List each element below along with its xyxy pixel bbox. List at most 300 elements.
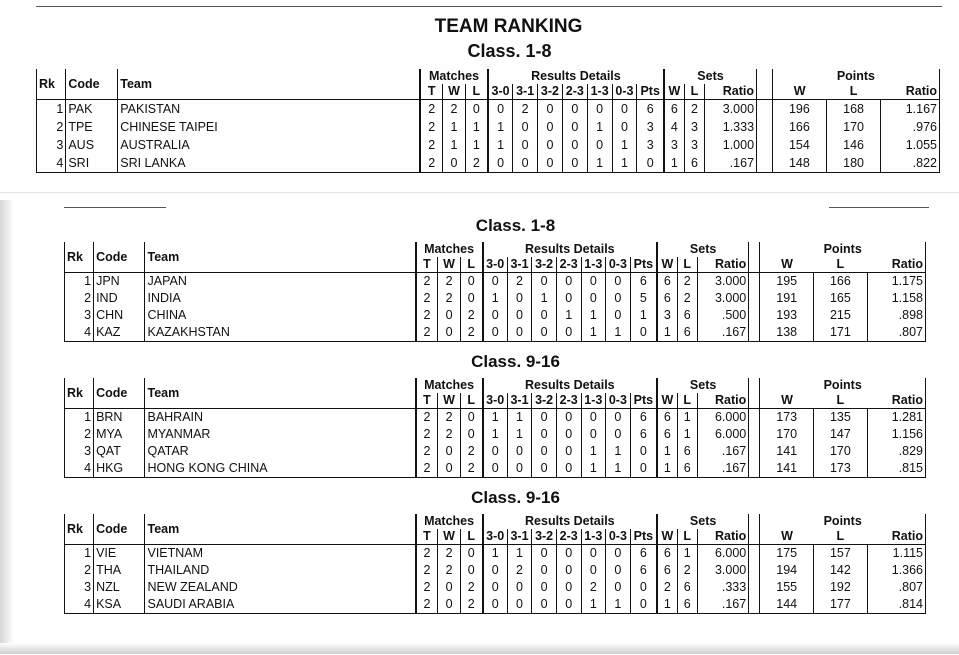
col-group-sets: Sets	[657, 378, 749, 393]
col-3-0: 3-0	[488, 84, 513, 100]
cell-pl: 146	[827, 136, 881, 154]
cell-t: 2	[416, 290, 438, 307]
cell-code: JPN	[94, 273, 145, 291]
cell-r32: 0	[532, 562, 557, 579]
col-group-points: Points	[760, 514, 926, 529]
cell-r32: 0	[532, 307, 557, 324]
cell-code: IND	[94, 290, 145, 307]
cell-sw: 1	[657, 460, 677, 478]
table-row	[65, 409, 926, 427]
col-group-results: Results Details	[483, 242, 657, 257]
cell-sl: 1	[677, 545, 697, 563]
cell-r32: 0	[538, 136, 563, 154]
cell-sratio: .167	[697, 460, 748, 478]
cell-w: 0	[438, 324, 460, 342]
cell-pts: 0	[637, 154, 664, 173]
cell-spacer	[749, 426, 760, 443]
cell-l: 0	[460, 409, 482, 427]
cell-sl: 6	[677, 324, 697, 342]
cell-pl: 165	[814, 290, 868, 307]
cell-r31: 2	[507, 273, 532, 291]
cell-r13: 1	[581, 596, 606, 614]
cell-w: 0	[438, 307, 460, 324]
cell-pratio: .807	[867, 324, 925, 342]
cell-r23: 0	[562, 118, 587, 136]
cell-rk: 4	[65, 596, 94, 614]
cell-pw: 195	[760, 273, 814, 291]
cell-r03: 0	[612, 118, 637, 136]
cell-pts: 6	[630, 562, 657, 579]
cell-pratio: 1.175	[867, 273, 925, 291]
cell-pl: 157	[814, 545, 868, 563]
cell-r31: 0	[507, 460, 532, 478]
cell-r32: 0	[532, 409, 557, 427]
cell-pl: 192	[814, 579, 868, 596]
cell-sl: 3	[684, 136, 704, 154]
cell-pratio: .976	[881, 118, 940, 136]
page-title: TEAM RANKING	[434, 16, 583, 37]
cell-l: 0	[460, 562, 482, 579]
cell-r03: 0	[606, 579, 631, 596]
cell-sratio: 6.000	[697, 545, 748, 563]
cell-t: 2	[416, 273, 438, 291]
cell-team: CHINESE TAIPEI	[118, 118, 420, 136]
table-row	[65, 596, 926, 614]
cell-pratio: 1.281	[867, 409, 925, 427]
cell-r32: 0	[532, 460, 557, 478]
col-0-3: 0-3	[612, 84, 637, 100]
cell-r30: 0	[488, 154, 513, 173]
cell-sl: 2	[684, 100, 704, 119]
cell-pratio: .829	[867, 443, 925, 460]
cell-l: 2	[460, 443, 482, 460]
col-pts: Pts	[630, 257, 657, 273]
cell-rk: 2	[84, 291, 92, 306]
cell-w: 0	[438, 596, 460, 614]
cell-t: 2	[416, 443, 438, 460]
cell-code: THA	[94, 562, 145, 579]
table-row	[37, 136, 940, 154]
col-0-3: 0-3	[606, 529, 631, 545]
cell-pl: 173	[814, 460, 868, 478]
cell-r31: 0	[507, 324, 532, 342]
cell-t: 2	[420, 154, 443, 173]
col-3-2: 3-2	[538, 84, 563, 100]
cell-w: 0	[438, 443, 460, 460]
cell-r31: 1	[507, 409, 532, 427]
cell-l: 0	[465, 100, 488, 119]
cell-code: PAK	[66, 100, 118, 119]
cell-spacer	[749, 579, 760, 596]
cell-rk: 2	[56, 119, 64, 134]
cell-sratio: 6.000	[697, 409, 748, 427]
cell-pw: 173	[760, 409, 814, 427]
cell-team: CHINA	[145, 307, 416, 324]
col-points-w: W	[760, 393, 814, 409]
col-w: W	[438, 393, 460, 409]
cell-pts: 0	[630, 596, 657, 614]
cell-l: 2	[460, 307, 482, 324]
cell-r13: 0	[581, 562, 606, 579]
cell-pratio: 1.115	[867, 545, 925, 563]
col-3-2: 3-2	[532, 257, 557, 273]
cell-w: 2	[438, 290, 460, 307]
cell-sratio: .167	[705, 154, 757, 173]
cell-team: SRI LANKA	[118, 154, 420, 173]
cell-w: 0	[438, 579, 460, 596]
cell-pts: 0	[630, 579, 657, 596]
cell-pts: 6	[630, 409, 657, 427]
cell-r31: 2	[513, 100, 538, 119]
cell-pratio: .898	[867, 307, 925, 324]
col-2-3: 2-3	[556, 529, 581, 545]
col-3-0: 3-0	[483, 529, 508, 545]
col-team: Team	[118, 69, 420, 100]
cell-spacer	[749, 324, 760, 342]
col-3-1: 3-1	[507, 257, 532, 273]
col-group-matches: Matches	[420, 69, 488, 84]
cell-code: QAT	[94, 443, 145, 460]
cell-r03: 1	[606, 460, 631, 478]
cell-r23: 0	[562, 136, 587, 154]
cell-pts: 0	[630, 460, 657, 478]
col-1-3: 1-3	[581, 529, 606, 545]
cell-t: 2	[416, 324, 438, 342]
cell-r32: 0	[538, 154, 563, 173]
table-row	[37, 100, 940, 119]
col-code: Code	[94, 378, 145, 409]
cell-r30: 1	[483, 545, 508, 563]
col-sets-ratio: Ratio	[697, 393, 748, 409]
cell-r13: 0	[581, 426, 606, 443]
cell-r30: 0	[483, 443, 508, 460]
col-team: Team	[145, 514, 416, 545]
cell-rk: 1	[84, 546, 92, 561]
col-1-3: 1-3	[587, 84, 612, 100]
cell-code: CHN	[94, 307, 145, 324]
cell-sratio: .500	[697, 307, 748, 324]
col-spacer	[749, 242, 760, 273]
col-w: W	[438, 257, 460, 273]
cell-r32: 0	[532, 545, 557, 563]
cell-sw: 6	[657, 426, 677, 443]
cell-r03: 1	[612, 136, 637, 154]
cell-spacer	[749, 460, 760, 478]
cell-rk: 1	[84, 274, 92, 289]
cell-pts: 6	[630, 426, 657, 443]
col-2-3: 2-3	[556, 257, 581, 273]
cell-sl: 6	[677, 307, 697, 324]
cell-sl: 6	[684, 154, 704, 173]
cell-r32: 0	[538, 100, 563, 119]
col-w: W	[443, 84, 466, 100]
cell-r13: 1	[581, 307, 606, 324]
col-rk: Rk	[37, 69, 66, 100]
cell-spacer	[757, 118, 773, 136]
col-0-3: 0-3	[606, 257, 631, 273]
cell-r32: 1	[532, 290, 557, 307]
table-row	[37, 154, 940, 173]
cell-rk: 4	[65, 460, 94, 478]
cell-pl: 177	[814, 596, 868, 614]
cell-t: 2	[416, 426, 438, 443]
cell-t: 2	[416, 545, 438, 563]
cell-r30: 0	[483, 307, 508, 324]
col-sets-w: W	[657, 529, 677, 545]
col-sets-ratio: Ratio	[705, 84, 757, 100]
cell-team: HONG KONG CHINA	[145, 460, 416, 478]
cell-r23: 1	[556, 307, 581, 324]
cell-sl: 2	[677, 562, 697, 579]
table-row	[65, 460, 926, 478]
cell-r32: 0	[532, 443, 557, 460]
col-l: L	[460, 393, 482, 409]
cell-pl: 170	[827, 118, 881, 136]
cell-sl: 3	[684, 118, 704, 136]
cell-pl: 166	[814, 273, 868, 291]
cell-t: 2	[416, 596, 438, 614]
cell-r03: 1	[606, 596, 631, 614]
cell-team: AUSTRALIA	[118, 136, 420, 154]
col-team: Team	[145, 378, 416, 409]
cell-team: SAUDI ARABIA	[145, 596, 416, 614]
col-3-1: 3-1	[507, 393, 532, 409]
col-3-0: 3-0	[483, 257, 508, 273]
cell-sw: 3	[664, 136, 684, 154]
cell-r23: 0	[556, 290, 581, 307]
col-points-l: L	[827, 84, 881, 100]
col-group-sets: Sets	[664, 69, 757, 84]
cell-r13: 1	[587, 154, 612, 173]
cell-sratio: 3.000	[705, 100, 757, 119]
cell-t: 2	[416, 409, 438, 427]
cell-sw: 3	[657, 307, 677, 324]
cell-l: 0	[460, 426, 482, 443]
col-group-matches: Matches	[416, 242, 483, 257]
cell-pw: 155	[760, 579, 814, 596]
cell-pl: 215	[814, 307, 868, 324]
cell-l: 0	[460, 290, 482, 307]
cell-r13: 0	[581, 545, 606, 563]
cell-pl: 180	[827, 154, 881, 173]
table-row	[65, 443, 926, 460]
table-row	[37, 118, 940, 136]
cell-r23: 0	[556, 460, 581, 478]
cell-r03: 1	[606, 324, 631, 342]
col-1-3: 1-3	[581, 393, 606, 409]
cell-pts: 5	[630, 290, 657, 307]
cell-sratio: .167	[697, 324, 748, 342]
cell-sw: 1	[657, 443, 677, 460]
cell-r30: 0	[483, 324, 508, 342]
cell-r13: 1	[581, 324, 606, 342]
cell-l: 2	[460, 579, 482, 596]
cell-r30: 0	[483, 596, 508, 614]
ranking-table-1	[36, 69, 940, 173]
cell-r13: 0	[581, 290, 606, 307]
cell-sratio: 6.000	[697, 426, 748, 443]
cell-w: 0	[438, 460, 460, 478]
cell-w: 2	[438, 273, 460, 291]
cell-sl: 6	[677, 443, 697, 460]
cell-spacer	[749, 443, 760, 460]
cell-pratio: .807	[867, 579, 925, 596]
col-sets-l: L	[677, 257, 697, 273]
cell-l: 1	[465, 118, 488, 136]
cell-pw: 148	[772, 154, 826, 173]
cell-pratio: .822	[881, 154, 940, 173]
cell-r30: 1	[488, 118, 513, 136]
col-3-1: 3-1	[513, 84, 538, 100]
cell-code: VIE	[94, 545, 145, 563]
cell-rk: 4	[65, 324, 94, 342]
cell-sw: 6	[657, 562, 677, 579]
cell-team: NEW ZEALAND	[145, 579, 416, 596]
cell-r31: 1	[507, 426, 532, 443]
cell-pratio: 1.158	[867, 290, 925, 307]
cell-sw: 1	[657, 324, 677, 342]
table-row	[65, 579, 926, 596]
cell-spacer	[757, 100, 773, 119]
table-row	[65, 562, 926, 579]
cell-sratio: 3.000	[697, 273, 748, 291]
cell-team: PAKISTAN	[118, 100, 420, 119]
cell-t: 2	[420, 100, 443, 119]
cell-r31: 0	[513, 136, 538, 154]
cell-r23: 0	[556, 409, 581, 427]
col-sets-l: L	[677, 529, 697, 545]
table-row	[65, 324, 926, 342]
col-t: T	[416, 257, 438, 273]
col-points-w: W	[760, 257, 814, 273]
col-l: L	[465, 84, 488, 100]
cell-pratio: 1.366	[867, 562, 925, 579]
col-group-results: Results Details	[483, 378, 657, 393]
table-row	[65, 426, 926, 443]
cell-pw: 170	[760, 426, 814, 443]
cell-r31: 1	[507, 545, 532, 563]
cell-sl: 6	[677, 596, 697, 614]
col-t: T	[416, 529, 438, 545]
col-spacer	[757, 69, 773, 100]
ranking-table-3	[64, 378, 926, 478]
col-3-2: 3-2	[532, 529, 557, 545]
cell-sratio: 3.000	[697, 290, 748, 307]
cell-spacer	[757, 154, 773, 173]
col-points-w: W	[772, 84, 826, 100]
cell-sw: 6	[657, 409, 677, 427]
col-rk: Rk	[65, 514, 94, 545]
cell-pw: 166	[772, 118, 826, 136]
col-2-3: 2-3	[556, 393, 581, 409]
col-3-2: 3-2	[532, 393, 557, 409]
cell-pl: 147	[814, 426, 868, 443]
col-group-results: Results Details	[488, 69, 664, 84]
cell-pratio: 1.167	[881, 100, 940, 119]
col-points-ratio: Ratio	[867, 257, 925, 273]
cell-spacer	[749, 307, 760, 324]
cell-pl: 170	[814, 443, 868, 460]
col-points-ratio: Ratio	[867, 529, 925, 545]
cell-r30: 1	[483, 409, 508, 427]
cell-spacer	[749, 409, 760, 427]
cell-sw: 4	[664, 118, 684, 136]
cell-r23: 0	[556, 426, 581, 443]
cell-pw: 154	[772, 136, 826, 154]
table-row	[65, 290, 926, 307]
cell-pratio: .815	[867, 460, 925, 478]
col-0-3: 0-3	[606, 393, 631, 409]
cell-pw: 191	[760, 290, 814, 307]
col-pts: Pts	[637, 84, 664, 100]
cell-code: KAZ	[94, 324, 145, 342]
cell-pw: 175	[760, 545, 814, 563]
cell-pratio: 1.156	[867, 426, 925, 443]
cell-r23: 0	[556, 545, 581, 563]
cell-code: SRI	[66, 154, 118, 173]
cell-l: 2	[460, 324, 482, 342]
col-l: L	[460, 257, 482, 273]
col-pts: Pts	[630, 393, 657, 409]
col-group-points: Points	[772, 69, 939, 84]
cell-r13: 0	[581, 273, 606, 291]
cell-pratio: .814	[867, 596, 925, 614]
cell-sratio: .167	[697, 443, 748, 460]
cell-pratio: 1.055	[881, 136, 940, 154]
cell-pw: 144	[760, 596, 814, 614]
table-4-heading: Class. 9-16	[471, 488, 560, 507]
page-edge-shadow	[0, 200, 14, 646]
cell-rk: 3	[56, 137, 64, 152]
cell-r13: 1	[581, 460, 606, 478]
cell-rk: 3	[84, 308, 92, 323]
cell-r23: 0	[556, 596, 581, 614]
cell-r03: 0	[606, 562, 631, 579]
col-pts: Pts	[630, 529, 657, 545]
ranking-table-4	[64, 514, 926, 614]
cell-pw: 138	[760, 324, 814, 342]
cell-r13: 1	[587, 118, 612, 136]
cell-t: 2	[416, 562, 438, 579]
cell-spacer	[757, 136, 773, 154]
cell-pts: 6	[630, 273, 657, 291]
cell-spacer	[749, 596, 760, 614]
cell-pw: 141	[760, 443, 814, 460]
cell-sratio: .167	[697, 596, 748, 614]
cell-pw: 194	[760, 562, 814, 579]
cell-r03: 1	[612, 154, 637, 173]
cell-pts: 6	[630, 545, 657, 563]
cell-pts: 3	[637, 118, 664, 136]
cell-pw: 141	[760, 460, 814, 478]
cell-r03: 0	[606, 273, 631, 291]
cell-r13: 1	[581, 443, 606, 460]
col-w: W	[438, 529, 460, 545]
cell-r32: 0	[532, 579, 557, 596]
cell-r30: 0	[483, 460, 508, 478]
cell-r03: 0	[606, 290, 631, 307]
cell-code: MYA	[94, 426, 145, 443]
cell-sl: 1	[677, 426, 697, 443]
col-3-1: 3-1	[507, 529, 532, 545]
cell-r31: 0	[513, 118, 538, 136]
cell-r32: 0	[532, 596, 557, 614]
cell-r30: 1	[483, 426, 508, 443]
cell-team: BAHRAIN	[145, 409, 416, 427]
cell-code: HKG	[94, 460, 145, 478]
cell-r31: 0	[507, 596, 532, 614]
cell-sratio: 1.000	[705, 136, 757, 154]
